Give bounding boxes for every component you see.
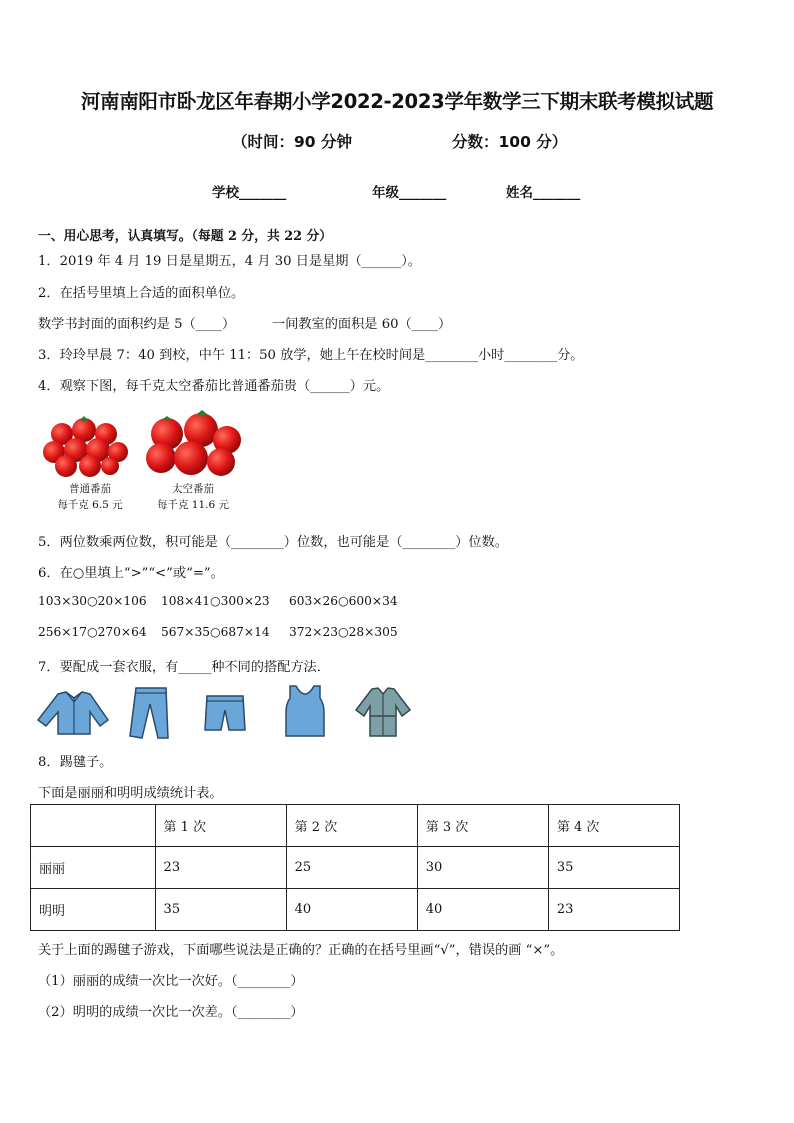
jacket-icon [36, 690, 110, 740]
table-cell: 23 [548, 889, 679, 931]
table-cell: 40 [417, 889, 548, 931]
coat-icon [354, 686, 412, 742]
question-8-intro: 下面是丽丽和明明成绩统计表。 [38, 786, 223, 801]
normal-tomato-label: 普通番茄 [69, 483, 111, 495]
section-heading: 一、用心思考，认真填写。（每题 2 分，共 22 分） [38, 229, 333, 244]
normal-tomato-image [40, 410, 130, 478]
question-7: 7．要配成一套衣服，有_____种不同的搭配方法． [38, 660, 330, 675]
pants-icon [126, 686, 170, 744]
question-3: 3．玲玲早晨 7：40 到校，中午 11：50 放学，她上午在校时间是________小时________分。 [38, 348, 584, 363]
compare-item: 603×26○600×34 [289, 594, 398, 608]
shorts-icon [204, 694, 246, 738]
table-cell: 丽丽 [31, 847, 156, 889]
table-cell: 23 [155, 847, 286, 889]
compare-item: 103×30○20×106 [38, 594, 147, 608]
compare-item: 108×41○300×23 [161, 594, 270, 608]
question-8-1: （1）丽丽的成绩一次比一次好。（________） [38, 974, 304, 989]
compare-item: 567×35○687×14 [161, 625, 270, 639]
table-cell: 30 [417, 847, 548, 889]
table-header-cell: 第 2 次 [286, 805, 417, 847]
question-5: 5．两位数乘两位数，积可能是（________）位数，也可能是（________）位数。 [38, 535, 508, 550]
space-tomato-price: 每千克 11.6 元 [156, 499, 230, 511]
table-row [31, 889, 680, 931]
compare-item: 372×23○28×305 [289, 625, 398, 639]
table-header-cell: 第 4 次 [548, 805, 679, 847]
space-tomato-image [143, 410, 243, 478]
page-title: 河南南阳市卧龙区年春期小学2022-2023学年数学三下期末联考模拟试题 [80, 90, 714, 113]
question-8: 8．踢毽子。 [38, 755, 113, 770]
exam-time: （时间：90 分钟 [232, 133, 352, 151]
normal-tomato-price: 每千克 6.5 元 [57, 499, 123, 511]
name-field: 姓名_______ [506, 185, 581, 201]
table-header-cell: 第 1 次 [155, 805, 286, 847]
space-tomato-label: 太空番茄 [172, 483, 214, 495]
table-cell: 明明 [31, 889, 156, 931]
question-6: 6．在○里填上“>”“<”或“=”。 [38, 566, 224, 581]
school-field: 学校_______ [212, 185, 287, 201]
question-8-prompt: 关于上面的踢毽子游戏，下面哪些说法是正确的？正确的在括号里画“√”，错误的画 “×”。 [38, 943, 564, 958]
question-2b: 一间教室的面积是 60（____） [272, 317, 452, 332]
question-2: 2．在括号里填上合适的面积单位。 [38, 286, 245, 301]
table-header-cell [31, 805, 156, 847]
table-row [31, 847, 680, 889]
vest-icon [284, 684, 326, 742]
grade-field: 年级_______ [372, 185, 447, 201]
question-4: 4．观察下图，每千克太空番茄比普通番茄贵（______）元。 [38, 379, 390, 394]
exam-score: 分数：100 分） [452, 133, 568, 151]
table-cell: 35 [155, 889, 286, 931]
question-1: 1．2019 年 4 月 19 日是星期五，4 月 30 日是星期（______）。 [38, 254, 421, 269]
table-cell: 25 [286, 847, 417, 889]
table-cell: 40 [286, 889, 417, 931]
question-2a: 数学书封面的面积约是 5（____） [38, 317, 236, 332]
compare-item: 256×17○270×64 [38, 625, 147, 639]
table-cell: 35 [548, 847, 679, 889]
table-header-cell: 第 3 次 [417, 805, 548, 847]
score-table [30, 804, 680, 931]
table-header-row [31, 805, 680, 847]
question-8-2: （2）明明的成绩一次比一次差。（________） [38, 1005, 304, 1020]
